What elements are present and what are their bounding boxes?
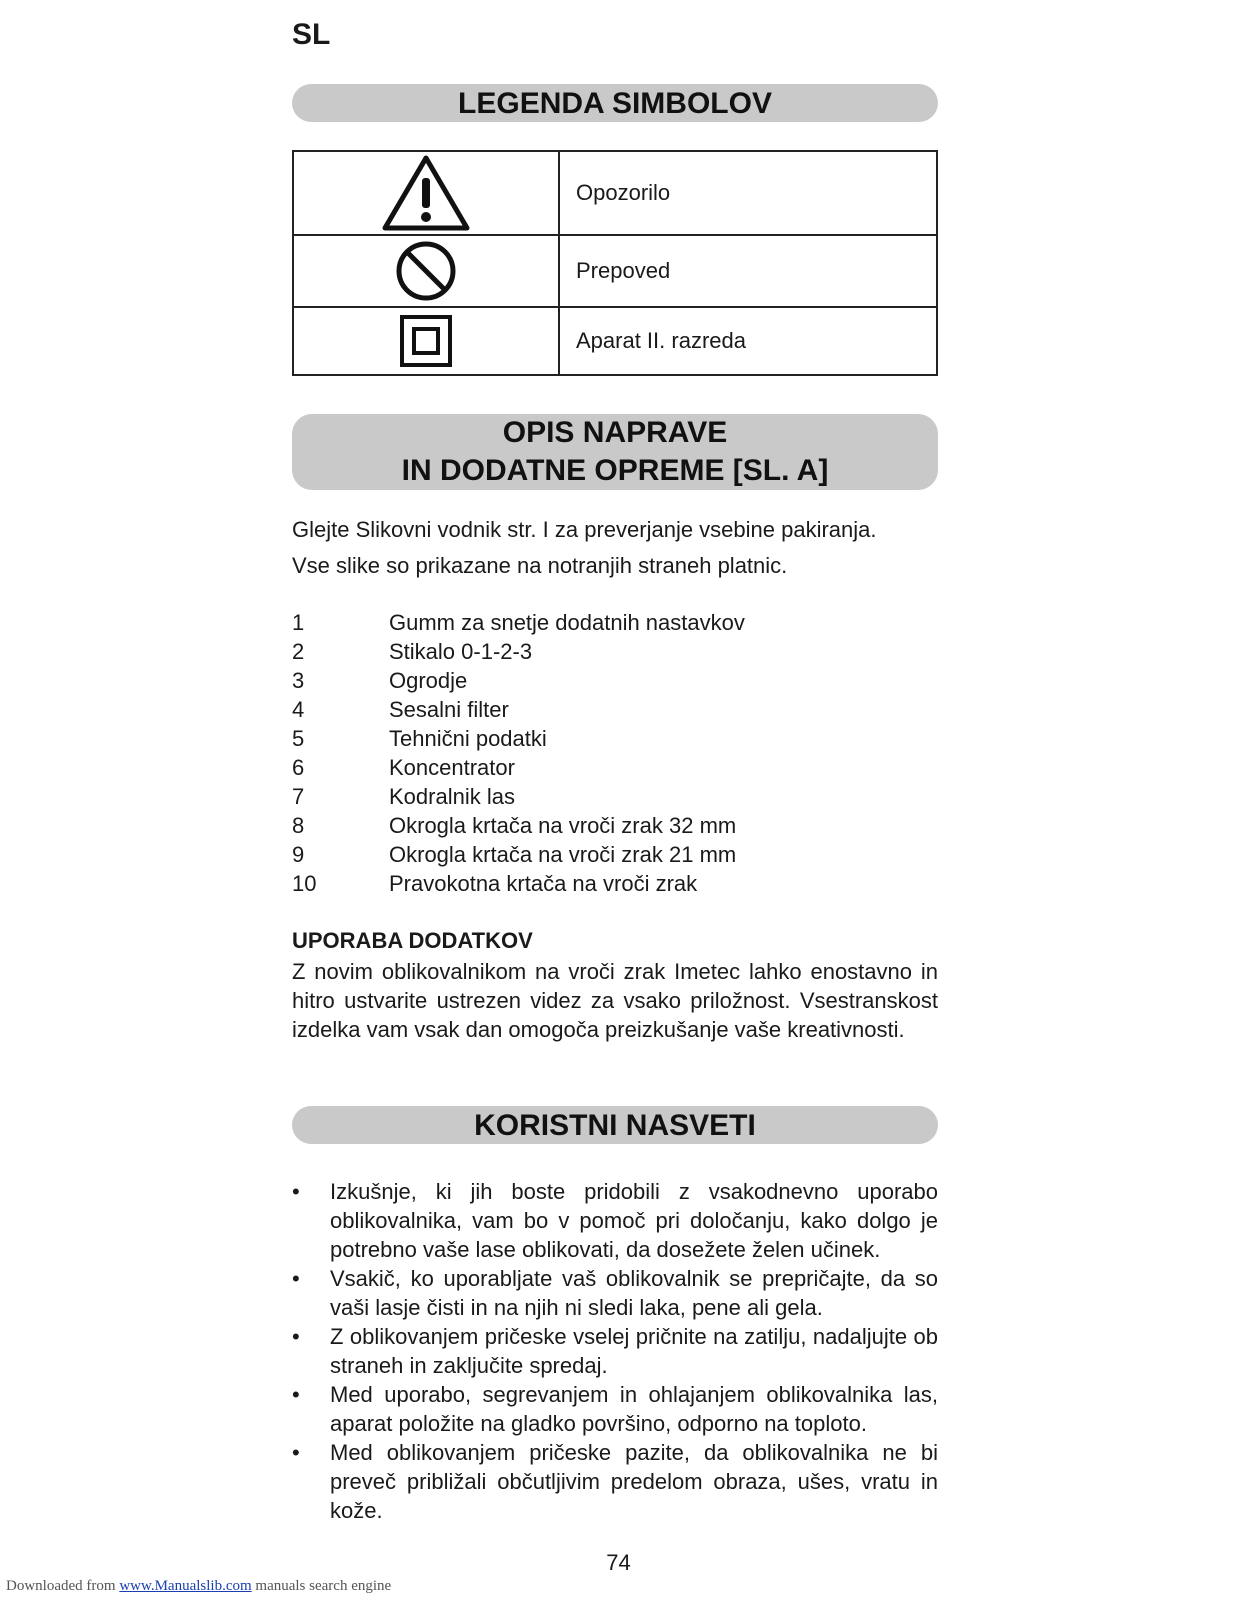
page-number: 74 bbox=[606, 1550, 631, 1575]
item-number: 1 bbox=[292, 610, 305, 635]
item-text: Koncentrator bbox=[389, 755, 515, 780]
item-number: 5 bbox=[292, 726, 305, 751]
tips-title-banner bbox=[292, 1106, 938, 1144]
bullet-icon: • bbox=[292, 1266, 300, 1291]
item-text: Sesalni filter bbox=[389, 697, 509, 722]
item-text: Gumm za snetje dodatnih nastavkov bbox=[389, 610, 745, 635]
tip-text: Med oblikovanjem pričeske pazite, da oblikovalnika ne bi preveč približali občutljivim predelom obraza, ušes, vratu in kože. bbox=[330, 1440, 938, 1523]
list-item bbox=[292, 608, 938, 637]
item-number: 4 bbox=[292, 697, 305, 722]
item-text: Okrogla krtača na vroči zrak 21 mm bbox=[389, 842, 737, 867]
symbol-legend-table bbox=[292, 150, 938, 376]
intro-paragraph: Vse slike so prikazane na notranjih straneh platnic. bbox=[292, 553, 788, 578]
manualslib-link[interactable]: www.Manualslib.com bbox=[119, 1578, 252, 1594]
bullet-icon: • bbox=[292, 1440, 300, 1465]
usage-heading: UPORABA DODATKOV bbox=[292, 928, 533, 953]
tip-text: Med uporabo, segrevanjem in ohlajanjem oblikovalnika las, aparat položite na gladko površino, odporno na toploto. bbox=[330, 1382, 938, 1436]
language-code: SL bbox=[292, 18, 331, 51]
tips-title: KORISTNI NASVETI bbox=[474, 1109, 756, 1142]
list-item bbox=[292, 782, 938, 811]
item-number: 7 bbox=[292, 784, 305, 809]
legend-label: Prepoved bbox=[559, 235, 937, 307]
bullet-icon: • bbox=[292, 1382, 300, 1407]
item-number: 8 bbox=[292, 813, 305, 838]
legend-row bbox=[293, 235, 937, 307]
tip-text: Izkušnje, ki jih boste pridobili z vsakodnevno uporabo oblikovalnika, vam bo v pomoč pri določanju, kako dolgo je potrebno vaše lase oblikovati, da dosežete želen učinek. bbox=[330, 1179, 938, 1262]
legend-title: LEGENDA SIMBOLOV bbox=[458, 87, 772, 120]
list-item bbox=[292, 753, 938, 782]
item-text: Kodralnik las bbox=[389, 784, 515, 809]
legend-row bbox=[293, 151, 937, 235]
list-item bbox=[292, 1380, 938, 1438]
description-title-line2: IN DODATNE OPREME [SL. A] bbox=[401, 454, 829, 487]
download-footer bbox=[6, 1578, 391, 1595]
tips-list bbox=[292, 1177, 938, 1525]
footer-prefix: Downloaded from bbox=[6, 1578, 120, 1594]
tip-text: Vsakič, ko uporabljate vaš oblikovalnik se prepričajte, da so vaši lasje čisti in na njih ni sledi laka, pene ali gela. bbox=[330, 1266, 938, 1320]
item-number: 3 bbox=[292, 668, 305, 693]
legend-label: Aparat II. razreda bbox=[559, 307, 937, 375]
item-number: 9 bbox=[292, 842, 305, 867]
item-number: 6 bbox=[292, 755, 305, 780]
legend-label: Opozorilo bbox=[559, 151, 937, 235]
item-text: Tehnični podatki bbox=[389, 726, 547, 751]
list-item bbox=[292, 811, 938, 840]
legend-title-banner bbox=[292, 84, 938, 122]
description-title-line1: OPIS NAPRAVE bbox=[502, 416, 728, 449]
list-item bbox=[292, 1264, 938, 1322]
bullet-icon: • bbox=[292, 1179, 300, 1204]
list-item bbox=[292, 1322, 938, 1380]
usage-paragraph: Z novim oblikovalnikom na vroči zrak Imetec lahko enostavno in hitro ustvarite ustrezen videz za vsako priložnost. Vsestranskost izdelka vam vsak dan omogoča preizkušanje vaše kreativnosti. bbox=[292, 959, 938, 1042]
legend-row bbox=[293, 307, 937, 375]
class-ii-double-square-icon bbox=[399, 314, 453, 368]
list-item bbox=[292, 695, 938, 724]
tip-text: Z oblikovanjem pričeske vselej pričnite na zatilju, nadaljujte ob straneh in zaključite spredaj. bbox=[330, 1324, 938, 1378]
list-item bbox=[292, 637, 938, 666]
item-number: 2 bbox=[292, 639, 305, 664]
warning-triangle-icon bbox=[381, 154, 471, 232]
item-text: Stikalo 0-1-2-3 bbox=[389, 639, 533, 664]
prohibition-icon bbox=[394, 239, 458, 303]
list-item bbox=[292, 666, 938, 695]
list-item bbox=[292, 869, 938, 898]
list-item bbox=[292, 1177, 938, 1264]
item-text: Okrogla krtača na vroči zrak 32 mm bbox=[389, 813, 737, 838]
item-text: Pravokotna krtača na vroči zrak bbox=[389, 871, 698, 896]
item-text: Ogrodje bbox=[389, 668, 468, 693]
list-item bbox=[292, 840, 938, 869]
footer-suffix: manuals search engine bbox=[251, 1578, 392, 1594]
list-item bbox=[292, 724, 938, 753]
item-number: 10 bbox=[292, 871, 317, 896]
bullet-icon: • bbox=[292, 1324, 300, 1349]
intro-paragraph: Glejte Slikovni vodnik str. I za preverjanje vsebine pakiranja. bbox=[292, 517, 877, 542]
parts-list bbox=[292, 608, 938, 898]
list-item bbox=[292, 1438, 938, 1525]
description-title-banner bbox=[292, 414, 938, 490]
